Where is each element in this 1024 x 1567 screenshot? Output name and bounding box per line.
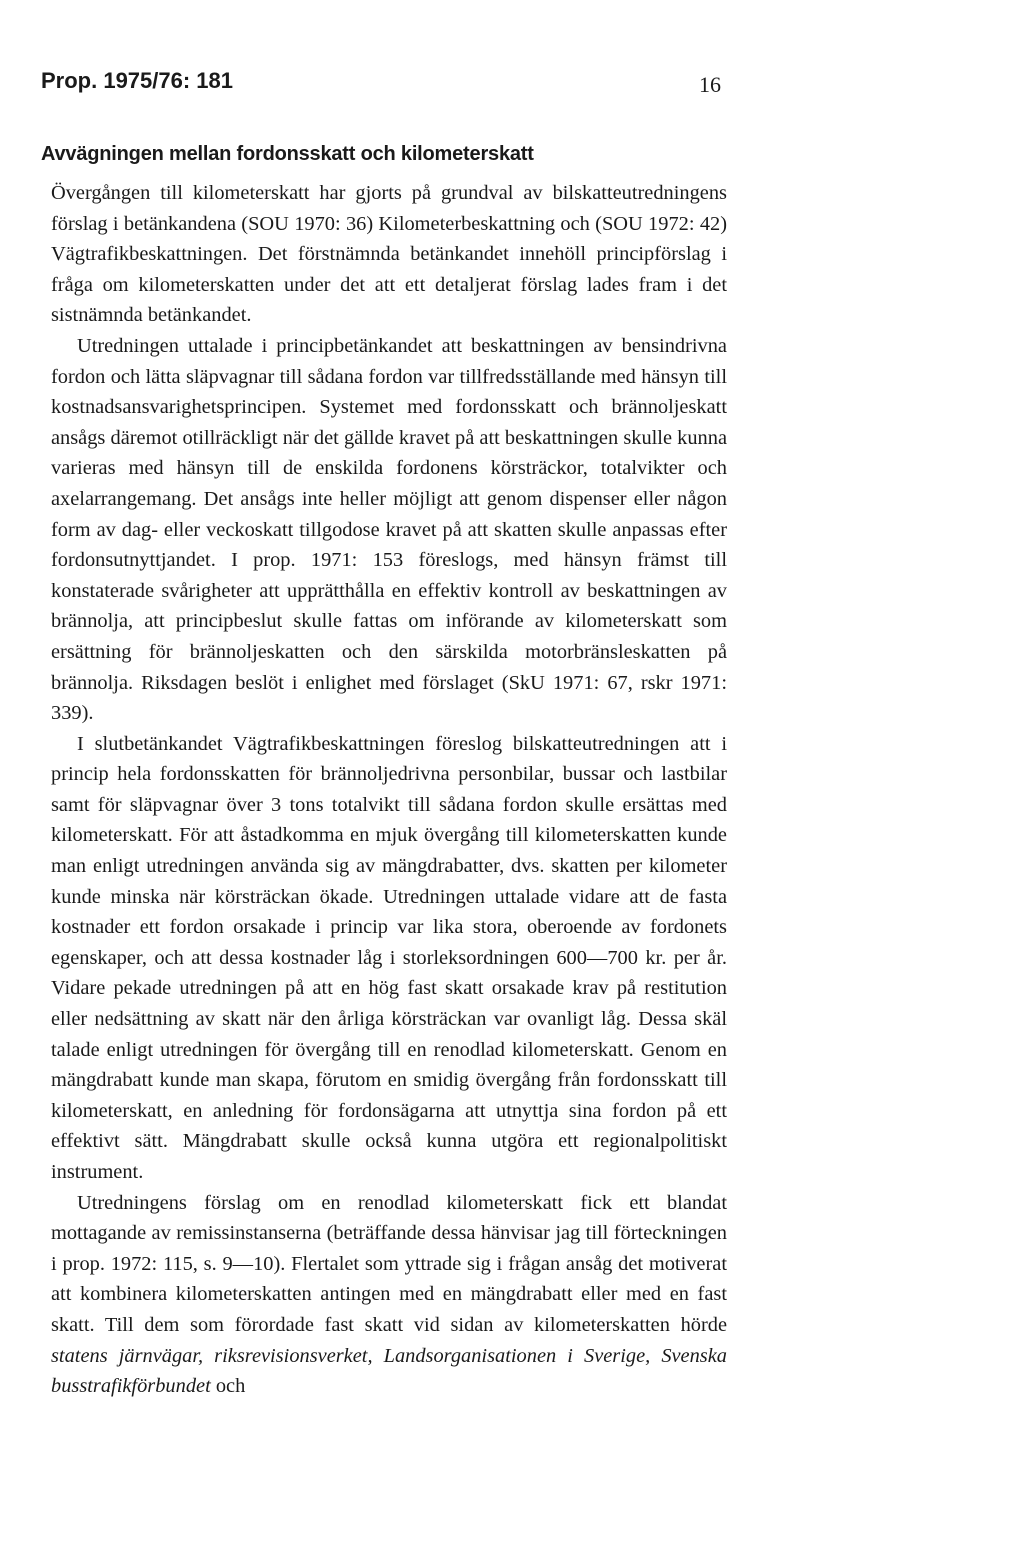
paragraph-text: Utredningens förslag om en renodlad kilometerskatt fick ett blandat mottagande av remissinstanserna (beträffande dessa hänvisar jag till förteckningen i prop. 1972: 115, s. 9—10). Flertalet som yttrade sig i frågan ansåg det motiverat att kombinera kilometerskatten antingen med en mängdrabatt eller med en fast skatt. Till dem som förordade fast skatt vid sidan av kilometerskatten hörde [51,1191,727,1336]
paragraph: Övergången till kilometerskatt har gjorts på grundval av bilskatteutredningens förslag i betänkandena (SOU 1970: 36) Kilometerbeskattning och (SOU 1972: 42) Vägtrafikbeskattningen. Det förstnämnda betänkandet innehöll principförslag i fråga om kilometerskatten under det att ett detaljerat förslag lades fram i det sistnämnda betänkandet. [51,182,727,327]
document-reference: Prop. 1975/76: 181 [41,68,234,93]
page-number: 16 [699,72,721,97]
body-text [51,178,727,1402]
italic-organization-list: statens järnvägar, riksrevisionsverket, Landsorganisationen i Sverige, Svenska busstrafikförbundet [51,1344,727,1398]
paragraph [51,1188,727,1402]
section-heading: Avvägningen mellan fordonsskatt och kilometerskatt [41,143,534,165]
page-header [41,68,721,108]
paragraph: Utredningen uttalade i principbetänkandet att beskattningen av bensindrivna fordon och lätta släpvagnar till sådana fordon var tillfredsställande med hänsyn till kostnadsansvarighetsprincipen. Systemet med fordonsskatt och brännoljeskatt ansågs däremot otillräckligt när det gällde kravet på att beskattningen skulle kunna varieras med hänsyn till de enskilda fordonens körsträckor, totalvikter och axelarrangemang. Det ansågs inte heller möjligt att genom dispenser eller någon form av dag- eller veckoskatt tillgodose kravet på att skatten skulle anpassas efter fordonsutnyttjandet. I prop. 1971: 153 föreslogs, med hänsyn främst till konstaterade svårigheter att upprätthålla en effektiv kontroll av beskattningen av brännolja, att principbeslut skulle fattas om införande av kilometerskatt som ersättning för brännoljeskatten och den särskilda motorbränsleskatten på brännolja. Riksdagen beslöt i enlighet med förslaget (SkU 1971: 67, rskr 1971: 339). [51,334,727,725]
paragraph: I slutbetänkandet Vägtrafikbeskattningen föreslog bilskatteutredningen att i princip hela fordonsskatten för brännoljedrivna personbilar, bussar och lastbilar samt för släpvagnar över 3 tons totalvikt till sådana fordon skulle ersättas med kilometerskatt. För att åstadkomma en mjuk övergång till kilometerskatten kunde man enligt utredningen använda sig av mängdrabatter, dvs. skatten per kilometer kunde minska när körsträckan ökade. Utredningen uttalade vidare att de fasta kostnader ett fordon orsakade i princip var lika stora, oberoende av fordonets egenskaper, och att dessa kostnader låg i storleksordningen 600—700 kr. per år. Vidare pekade utredningen på att en hög fast skatt orsakade krav på restitution eller nedsättning av skatt när den årliga körsträckan var ovanligt låg. Dessa skäl talade enligt utredningen för övergång till en renodlad kilometerskatt. Genom en mängdrabatt kunde man skapa, förutom en smidig övergång från fordonsskatt till kilometerskatt, en anledning för fordonsägarna att utnyttja sina fordon på ett effektivt sätt. Mängdrabatt skulle också kunna utgöra ett regionalpolitiskt instrument. [51,732,727,1183]
paragraph-tail: och [215,1375,246,1398]
